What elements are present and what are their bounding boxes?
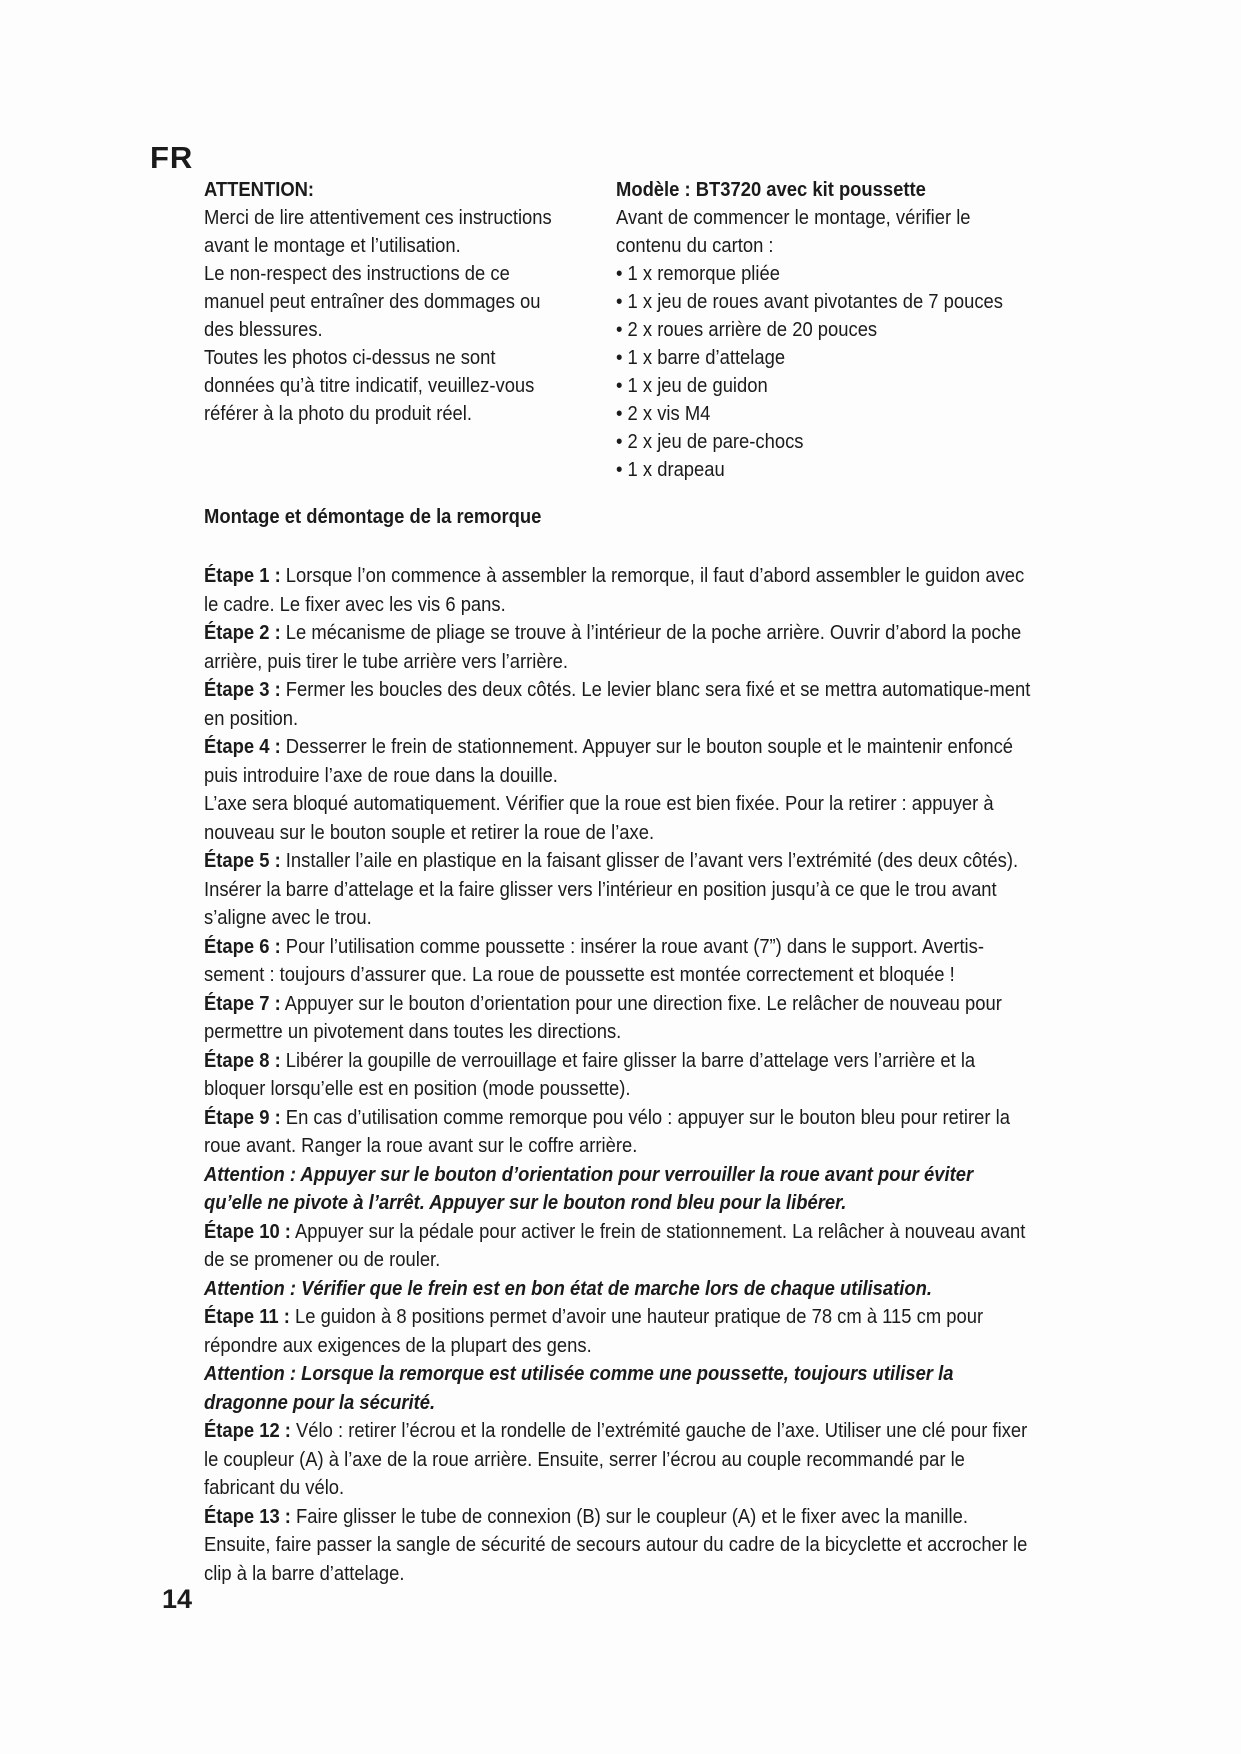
contents-column <box>616 176 1067 484</box>
step-label: Étape 4 : <box>204 736 281 758</box>
step-label: Étape 8 : <box>204 1049 281 1072</box>
step-paragraph <box>204 790 1032 847</box>
attention-line: Le non-respect des instructions de ce <box>204 263 510 285</box>
step-paragraph <box>204 1218 1032 1275</box>
step-text: En cas d’utilisation comme remorque pou vélo : appuyer sur le bouton bleu pour retirer la roue avant. Ranger la roue avant sur le coffre arrière. <box>204 1106 1010 1157</box>
contents-list-item: • 2 x roues arrière de 20 pouces <box>616 316 1067 344</box>
contents-list-item: • 2 x vis M4 <box>616 400 1067 428</box>
step-label: Étape 12 : <box>204 1420 291 1442</box>
contents-list-item: • 1 x jeu de roues avant pivotantes de 7 pouces <box>616 288 1067 316</box>
contents-intro-line: contenu du carton : <box>616 235 774 257</box>
step-text: Desserrer le frein de stationnement. Appuyer sur le bouton souple et le maintenir enfoncé puis introduire l’axe de roue dans la douille. <box>204 736 1014 787</box>
step-label: Étape 7 : <box>204 992 281 1015</box>
step-text: Lorsque l’on commence à assembler la remorque, il faut d’abord assembler le guidon avec le cadre. Le fixer avec les vis 6 pans. <box>204 565 1025 616</box>
step-text: Fermer les boucles des deux côtés. Le levier blanc sera fixé et se mettra automatique-ment en position. <box>204 679 1031 730</box>
step-label: Étape 13 : <box>204 1505 291 1528</box>
assembly-steps <box>204 562 1032 1588</box>
attention-line: référer à la photo du produit réel. <box>204 403 472 425</box>
step-label: Étape 6 : <box>204 935 281 958</box>
attention-line: des blessures. <box>204 319 323 341</box>
step-paragraph <box>204 733 1032 790</box>
step-label: Étape 10 : <box>204 1220 291 1243</box>
contents-list-item: • 1 x remorque pliée <box>616 260 1067 288</box>
step-paragraph <box>204 933 1032 990</box>
step-text: Appuyer sur la pédale pour activer le frein de stationnement. La relâcher à nouveau avant de se promener ou de rouler. <box>204 1220 1026 1271</box>
step-text: Le mécanisme de pliage se trouve à l’intérieur de la poche arrière. Ouvrir d’abord la poche arrière, puis tirer le tube arrière vers l’arrière. <box>204 622 1022 673</box>
step-paragraph <box>204 1104 1032 1161</box>
step-text: Libérer la goupille de verrouillage et faire glisser la barre d’attelage vers l’arrière et la bloquer lorsqu’elle est en position (mode poussette). <box>204 1049 976 1100</box>
step-text: Pour l’utilisation comme poussette : insérer la roue avant (7”) dans le support. Avertis-sement : toujours d’assurer que. La roue de poussette est montée correctement et bloquée ! <box>204 935 984 986</box>
step-paragraph <box>204 1503 1032 1589</box>
step-text: Faire glisser le tube de connexion (B) sur le coupleur (A) et le fixer avec la manille. Ensuite, faire passer la sangle de sécurité de secours autour du cadre de la bicyclette et accrocher le clip à la barre d’attelage. <box>204 1505 1028 1585</box>
attention-warning: Attention : Vérifier que le frein est en bon état de marche lors de chaque utilisation. <box>204 1277 932 1300</box>
attention-line: manuel peut entraîner des dommages ou <box>204 291 541 313</box>
step-paragraph <box>204 1417 1032 1503</box>
contents-intro-line: Avant de commencer le montage, vérifier le <box>616 207 971 229</box>
step-paragraph <box>204 619 1032 676</box>
step-text: Installer l’aile en plastique en la faisant glisser de l’avant vers l’extrémité (des deux côtés). Insérer la barre d’attelage et la faire glisser vers l’intérieur en position jusqu’à ce que le trou avant s’aligne avec le trou. <box>204 850 1019 929</box>
step-text: Vélo : retirer l’écrou et la rondelle de l’extrémité gauche de l’axe. Utiliser une clé pour fixer le coupleur (A) à l’axe de la roue arrière. Ensuite, serrer l’écrou au couple recommandé par le fabricant du vélo. <box>204 1420 1028 1499</box>
model-heading: Modèle : BT3720 avec kit poussette <box>616 179 926 201</box>
step-paragraph <box>204 562 1032 619</box>
step-text: Appuyer sur le bouton d’orientation pour une direction fixe. Le relâcher de nouveau pour permettre un pivotement dans toutes les directions. <box>204 992 1002 1043</box>
contents-list-item: • 2 x jeu de pare-chocs <box>616 428 1067 456</box>
step-label: Étape 11 : <box>204 1306 290 1328</box>
attention-line: Merci de lire attentivement ces instructions <box>204 207 552 229</box>
step-paragraph <box>204 1303 1032 1360</box>
attention-warning: Attention : Appuyer sur le bouton d’orientation pour verrouiller la roue avant pour éviter qu’elle ne pivote à l’arrêt. Appuyer sur le bouton rond bleu pour la libérer. <box>204 1163 974 1214</box>
step-paragraph <box>204 847 1032 933</box>
contents-list-item: • 1 x drapeau <box>616 456 1067 484</box>
step-text: Le guidon à 8 positions permet d’avoir une hauteur pratique de 78 cm à 115 cm pour répondre aux exigences de la plupart des gens. <box>204 1306 984 1357</box>
step-label: Étape 1 : <box>204 565 281 587</box>
contents-list <box>616 260 1067 484</box>
attention-line: avant le montage et l’utilisation. <box>204 235 461 257</box>
step-label: Étape 2 : <box>204 622 281 644</box>
attention-warning: Attention : Lorsque la remorque est utilisée comme une poussette, toujours utiliser la dragonne pour la sécurité. <box>204 1363 954 1414</box>
attention-line: données qu’à titre indicatif, veuillez-vous <box>204 375 535 397</box>
language-code: FR <box>150 140 194 175</box>
step-text: L’axe sera bloqué automatiquement. Vérifier que la roue est bien fixée. Pour la retirer : appuyer à nouveau sur le bouton souple et retirer la roue de l’axe. <box>204 793 994 844</box>
contents-list-item: • 1 x barre d’attelage <box>616 344 1067 372</box>
page-number: 14 <box>162 1584 193 1614</box>
step-paragraph <box>204 1047 1032 1104</box>
step-label: Étape 9 : <box>204 1106 281 1129</box>
section-title: Montage et démontage de la remorque <box>204 506 542 528</box>
step-paragraph <box>204 990 1032 1047</box>
attention-column <box>204 176 572 428</box>
step-label: Étape 3 : <box>204 679 281 701</box>
contents-list-item: • 1 x jeu de guidon <box>616 372 1067 400</box>
attention-line: Toutes les photos ci-dessus ne sont <box>204 347 496 369</box>
attention-heading: ATTENTION: <box>204 179 315 201</box>
step-paragraph <box>204 676 1032 733</box>
step-label: Étape 5 : <box>204 850 281 872</box>
